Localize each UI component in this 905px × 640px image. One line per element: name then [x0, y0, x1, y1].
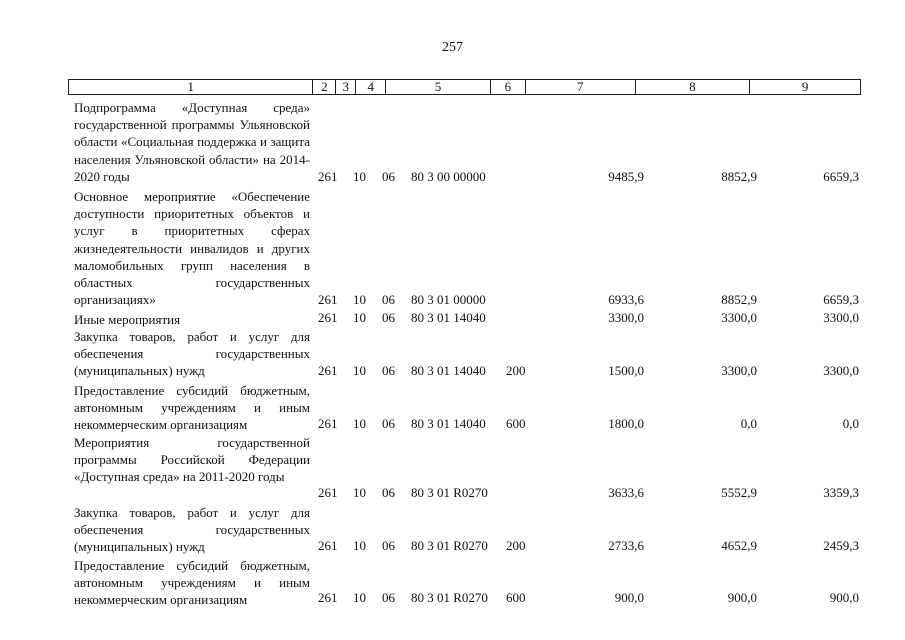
cell-amount-col9: 6659,3 [823, 169, 859, 184]
row-name: Закупка товаров, работ и услуг для обеспечения государственных (муниципальных) нужд [74, 329, 310, 379]
row-name: Закупка товаров, работ и услуг для обеспечения государственных (муниципальных) нужд [74, 505, 310, 555]
cell-amount-col8: 3300,0 [721, 363, 757, 378]
cell-amount-col7: 2733,6 [608, 538, 644, 553]
cell-section: 10 [353, 169, 366, 184]
cell-code: 261 [318, 590, 338, 605]
cell-expense-type: 600 [506, 416, 526, 431]
cell-section: 10 [353, 485, 366, 500]
cell-code: 261 [318, 416, 338, 431]
cell-code: 261 [318, 292, 338, 307]
cell-section: 10 [353, 292, 366, 307]
cell-target-article: 80 3 00 00000 [411, 169, 486, 184]
row-name: Иные мероприятия [74, 312, 181, 327]
cell-amount-col7: 9485,9 [608, 169, 644, 184]
cell-expense-type: 600 [506, 590, 526, 605]
cell-amount-col9: 2459,3 [823, 538, 859, 553]
cell-subsection: 06 [382, 169, 395, 184]
cell-amount-col8: 8852,9 [721, 292, 757, 307]
cell-amount-col7: 1800,0 [608, 416, 644, 431]
cell-amount-col7: 900,0 [614, 590, 644, 605]
cell-section: 10 [353, 310, 366, 325]
cell-amount-col9: 3300,0 [823, 310, 859, 325]
cell-amount-col8: 900,0 [727, 590, 757, 605]
cell-subsection: 06 [382, 485, 395, 500]
cell-amount-col9: 900,0 [829, 590, 859, 605]
cell-section: 10 [353, 416, 366, 431]
header-cell-3: 3 [336, 80, 356, 94]
cell-subsection: 06 [382, 310, 395, 325]
cell-target-article: 80 3 01 R0270 [411, 590, 488, 605]
cell-code: 261 [318, 310, 338, 325]
cell-target-article: 80 3 01 R0270 [411, 538, 488, 553]
page-number: 257 [442, 40, 463, 55]
cell-subsection: 06 [382, 538, 395, 553]
cell-target-article: 80 3 01 14040 [411, 416, 486, 431]
cell-expense-type: 200 [506, 363, 526, 378]
cell-subsection: 06 [382, 363, 395, 378]
cell-amount-col7: 1500,0 [608, 363, 644, 378]
cell-section: 10 [353, 590, 366, 605]
header-cell-7: 7 [526, 80, 636, 94]
cell-amount-col8: 8852,9 [721, 169, 757, 184]
header-cell-6: 6 [491, 80, 526, 94]
cell-amount-col7: 6933,6 [608, 292, 644, 307]
cell-amount-col7: 3633,6 [608, 485, 644, 500]
header-cell-4: 4 [356, 80, 386, 94]
cell-subsection: 06 [382, 590, 395, 605]
cell-section: 10 [353, 538, 366, 553]
header-cell-1: 1 [69, 80, 313, 94]
cell-amount-col8: 5552,9 [721, 485, 757, 500]
cell-expense-type: 200 [506, 538, 526, 553]
cell-amount-col9: 6659,3 [823, 292, 859, 307]
row-name: Основное мероприятие «Обеспечение доступности приоритетных объектов и услуг в приоритетных сферах жизнедеятельности инвалидов и других маломобильных групп населения в областных государственных организациях» [74, 189, 310, 308]
cell-target-article: 80 3 01 14040 [411, 363, 486, 378]
cell-target-article: 80 3 01 00000 [411, 292, 486, 307]
cell-code: 261 [318, 363, 338, 378]
cell-section: 10 [353, 363, 366, 378]
row-name: Подпрограмма «Доступная среда» государственной программы Ульяновской области «Социальная поддержка и защита населения Ульяновской области» на 2014-2020 годы [74, 100, 310, 184]
cell-subsection: 06 [382, 416, 395, 431]
cell-subsection: 06 [382, 292, 395, 307]
header-cell-2: 2 [313, 80, 336, 94]
header-cell-8: 8 [636, 80, 751, 94]
cell-amount-col9: 3300,0 [823, 363, 859, 378]
header-cell-9: 9 [801, 79, 809, 94]
cell-amount-col9: 3359,3 [823, 485, 859, 500]
row-name: Предоставление субсидий бюджетным, автономным учреждениям и иным некоммерческим организациям [74, 383, 310, 433]
header-cell-5: 5 [386, 80, 491, 94]
cell-amount-col8: 3300,0 [721, 310, 757, 325]
cell-target-article: 80 3 01 14040 [411, 310, 486, 325]
cell-target-article: 80 3 01 R0270 [411, 485, 488, 500]
row-name: Предоставление субсидий бюджетным, автономным учреждениям и иным некоммерческим организациям [74, 558, 310, 608]
cell-amount-col8: 0,0 [740, 416, 757, 431]
cell-code: 261 [318, 538, 338, 553]
cell-amount-col9: 0,0 [842, 416, 859, 431]
cell-amount-col7: 3300,0 [608, 310, 644, 325]
cell-code: 261 [318, 169, 338, 184]
cell-amount-col8: 4652,9 [721, 538, 757, 553]
row-name: Мероприятия государственной программы Российской Федерации «Доступная среда» на 2011-2020 годы [74, 435, 310, 485]
cell-code: 261 [318, 485, 338, 500]
